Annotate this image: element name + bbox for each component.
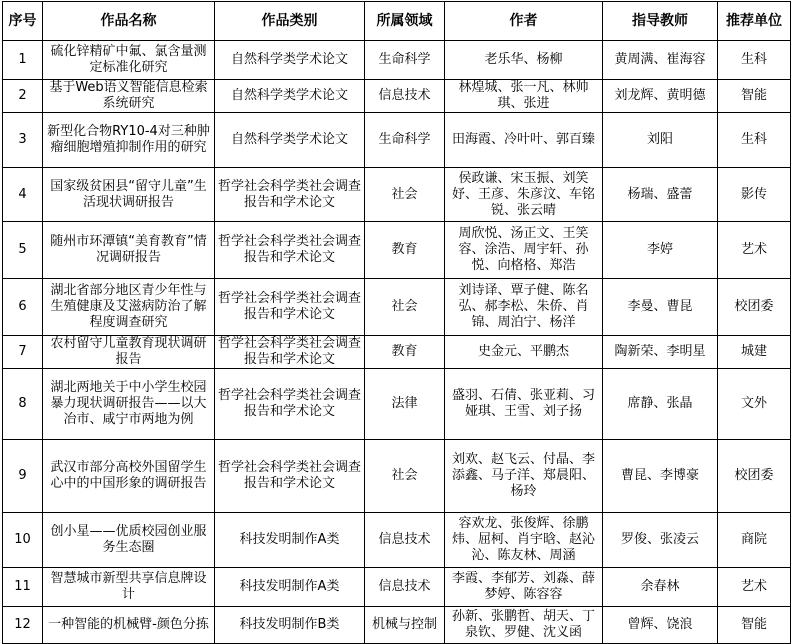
cell-advisor: 黄周满、崔海容 [603, 41, 718, 80]
cell-name: 新型化合物RY10-4对三种肿瘤细胞增殖抑制作用的研究 [43, 113, 215, 168]
cell-authors: 李霞、李郁芳、刘淼、薛梦婷、陈容容 [445, 568, 603, 607]
cell-name: 硫化锌精矿中氟、氯含量测定标准化研究 [43, 41, 215, 80]
table-row [3, 279, 791, 336]
cell-field: 机械与控制 [365, 607, 445, 644]
cell-unit: 智能 [718, 607, 791, 644]
cell-authors: 刘诗译、覃子健、陈名弘、郝李松、朱侨、肖锦、周泊宁、杨洋 [445, 279, 603, 336]
cell-category: 哲学社会科学类社会调查报告和学术论文 [215, 336, 365, 369]
cell-unit: 校团委 [718, 279, 791, 336]
cell-field: 信息技术 [365, 80, 445, 113]
cell-no: 6 [3, 279, 43, 336]
cell-name: 国家级贫困县“留守儿童”生活现状调研报告 [43, 168, 215, 222]
cell-authors: 老乐华、杨柳 [445, 41, 603, 80]
table-row [3, 369, 791, 440]
cell-advisor: 罗俊、张凌云 [603, 513, 718, 568]
header-row [3, 2, 791, 41]
cell-field: 信息技术 [365, 513, 445, 568]
cell-field: 生命科学 [365, 41, 445, 80]
cell-unit: 城建 [718, 336, 791, 369]
cell-name: 基于Web语义智能信息检索系统研究 [43, 80, 215, 113]
cell-category: 自然科学类学术论文 [215, 41, 365, 80]
cell-category: 科技发明制作B类 [215, 607, 365, 644]
cell-field: 社会 [365, 279, 445, 336]
table-row [3, 41, 791, 80]
cell-authors: 田海霞、冷叶叶、郭百臻 [445, 113, 603, 168]
header-unit: 推荐单位 [718, 2, 791, 41]
cell-no: 4 [3, 168, 43, 222]
cell-no: 3 [3, 113, 43, 168]
cell-no: 10 [3, 513, 43, 568]
table-row [3, 568, 791, 607]
cell-field: 生命科学 [365, 113, 445, 168]
cell-authors: 盛羽、石倩、张亚莉、习娅琪、王雪、刘子扬 [445, 369, 603, 440]
cell-advisor: 余春林 [603, 568, 718, 607]
header-field: 所属领域 [365, 2, 445, 41]
cell-category: 哲学社会科学类社会调查报告和学术论文 [215, 222, 365, 279]
cell-no: 9 [3, 440, 43, 513]
table-row [3, 440, 791, 513]
cell-advisor: 曾辉、饶浪 [603, 607, 718, 644]
cell-no: 12 [3, 607, 43, 644]
table-row [3, 168, 791, 222]
cell-advisor: 李婷 [603, 222, 718, 279]
cell-name: 武汉市部分高校外国留学生心中的中国形象的调研报告 [43, 440, 215, 513]
cell-authors: 容欢龙、张俊辉、徐鹏炜、屈柯、肖宇晗、赵沁沁、陈友林、周涵 [445, 513, 603, 568]
cell-name: 湖北省部分地区青少年性与生殖健康及艾滋病防治了解程度调查研究 [43, 279, 215, 336]
cell-name: 湖北两地关于中小学生校园暴力现状调研报告——以大冶市、咸宁市两地为例 [43, 369, 215, 440]
cell-field: 法律 [365, 369, 445, 440]
table-body [3, 41, 791, 644]
cell-category: 哲学社会科学类社会调查报告和学术论文 [215, 440, 365, 513]
cell-field: 社会 [365, 440, 445, 513]
cell-category: 科技发明制作A类 [215, 568, 365, 607]
cell-unit: 智能 [718, 80, 791, 113]
cell-unit: 生科 [718, 41, 791, 80]
cell-category: 自然科学类学术论文 [215, 113, 365, 168]
cell-advisor: 曹昆、李博豪 [603, 440, 718, 513]
cell-no: 1 [3, 41, 43, 80]
cell-advisor: 刘阳 [603, 113, 718, 168]
cell-authors: 刘欢、赵飞云、付晶、李添鑫、马子洋、郑晨阳、杨玲 [445, 440, 603, 513]
cell-unit: 影传 [718, 168, 791, 222]
cell-category: 哲学社会科学类社会调查报告和学术论文 [215, 369, 365, 440]
cell-unit: 艺术 [718, 568, 791, 607]
table-row [3, 607, 791, 644]
cell-advisor: 刘龙辉、黄明德 [603, 80, 718, 113]
header-category: 作品类别 [215, 2, 365, 41]
header-authors: 作者 [445, 2, 603, 41]
cell-unit: 校团委 [718, 440, 791, 513]
cell-field: 社会 [365, 168, 445, 222]
cell-category: 哲学社会科学类社会调查报告和学术论文 [215, 279, 365, 336]
cell-field: 教育 [365, 222, 445, 279]
cell-no: 8 [3, 369, 43, 440]
cell-field: 教育 [365, 336, 445, 369]
cell-name: 农村留守儿童教育现状调研报告 [43, 336, 215, 369]
cell-advisor: 李曼、曹昆 [603, 279, 718, 336]
cell-advisor: 席静、张晶 [603, 369, 718, 440]
table-row [3, 222, 791, 279]
awards-table [2, 1, 791, 644]
table-row [3, 113, 791, 168]
cell-name: 智慧城市新型共享信息牌设计 [43, 568, 215, 607]
cell-authors: 侯政谦、宋玉振、刘笑妤、王彦、朱彦汶、车铭锐、张云晴 [445, 168, 603, 222]
cell-no: 7 [3, 336, 43, 369]
cell-no: 11 [3, 568, 43, 607]
table-row [3, 80, 791, 113]
cell-category: 科技发明制作A类 [215, 513, 365, 568]
cell-name: 一种智能的机械臂-颜色分拣 [43, 607, 215, 644]
cell-no: 5 [3, 222, 43, 279]
cell-advisor: 陶新荣、李明星 [603, 336, 718, 369]
cell-unit: 生科 [718, 113, 791, 168]
cell-authors: 孙新、张鹏哲、胡天、丁泉钦、罗健、沈义函 [445, 607, 603, 644]
table-row [3, 336, 791, 369]
cell-field: 信息技术 [365, 568, 445, 607]
cell-authors: 史金元、平鹏杰 [445, 336, 603, 369]
cell-authors: 周欣悦、汤正文、王笑容、涂浩、周宇轩、孙悦、向格格、郑浩 [445, 222, 603, 279]
header-no: 序号 [3, 2, 43, 41]
cell-name: 创小星——优质校园创业服务生态圈 [43, 513, 215, 568]
cell-unit: 商院 [718, 513, 791, 568]
cell-name: 随州市环潭镇“美育教育”情况调研报告 [43, 222, 215, 279]
cell-no: 2 [3, 80, 43, 113]
table-row [3, 513, 791, 568]
cell-category: 哲学社会科学类社会调查报告和学术论文 [215, 168, 365, 222]
header-advisor: 指导教师 [603, 2, 718, 41]
cell-unit: 艺术 [718, 222, 791, 279]
cell-category: 自然科学类学术论文 [215, 80, 365, 113]
cell-advisor: 杨瑞、盛蕾 [603, 168, 718, 222]
cell-authors: 林煌城、张一凡、林帅琪、张进 [445, 80, 603, 113]
header-name: 作品名称 [43, 2, 215, 41]
cell-unit: 文外 [718, 369, 791, 440]
